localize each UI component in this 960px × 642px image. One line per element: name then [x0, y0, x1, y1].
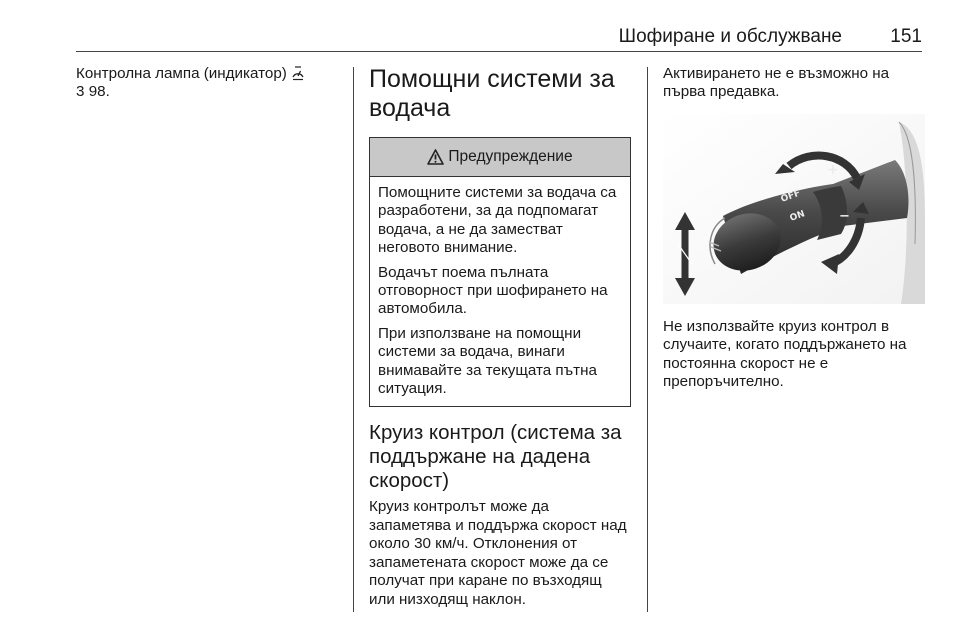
- section-heading: Помощни системи за водача: [369, 65, 615, 122]
- warning-triangle-icon: [427, 149, 444, 165]
- column-divider: [353, 67, 354, 612]
- indicator-label: Контролна лампа (индикатор): [76, 65, 287, 82]
- warning-header: [370, 138, 630, 177]
- column-left: [76, 65, 338, 102]
- column-right: [663, 65, 925, 391]
- header-rule: [76, 51, 922, 52]
- page-header-title: Шофиране и обслужване: [618, 26, 842, 47]
- stalk-label-off: OFF: [779, 188, 802, 205]
- cruise-control-lamp-icon: [291, 65, 305, 81]
- warning-paragraph: Помощните системи за водача са разработени, за да подпомагат водача, а не да заместват неговото внимание.: [378, 184, 617, 257]
- column-middle: [369, 65, 631, 609]
- body-paragraph: Активирането не е възможно на първа предавка.: [663, 65, 890, 101]
- xref-page: 98.: [88, 83, 110, 101]
- body-paragraph: Круиз контролът може да запаметява и поддържа скорост над около 30 км/ч. Отклонения от запаметената скорост може да се получат при каране по възходящ или низходящ наклон.: [369, 498, 627, 608]
- warning-paragraph: При използване на помощни системи за водача, винаги внимавайте за текущата пътна ситуация.: [378, 324, 597, 398]
- xref-arrow-icon: 3: [76, 83, 85, 101]
- warning-body: [370, 177, 630, 406]
- stalk-label-on: ON: [788, 209, 807, 224]
- indicator-text: [76, 65, 338, 83]
- warning-box: [369, 137, 631, 407]
- page-number: 151: [890, 26, 922, 47]
- cross-reference[interactable]: [76, 83, 338, 101]
- warning-title: Предупреждение: [448, 147, 573, 165]
- body-paragraph: Не използвайте круиз контрол в случаите, когато поддържането на постоянна скорост не е препоръчително.: [663, 317, 907, 391]
- column-divider: [647, 67, 648, 612]
- stalk-label-plus: +: [827, 161, 839, 178]
- subsection-heading: Круиз контрол (система за поддържане на дадена скорост): [369, 421, 622, 493]
- warning-paragraph: Водачът поема пълната отговорност при шофирането на автомобила.: [378, 263, 608, 318]
- cruise-control-stalk-image: [663, 114, 925, 304]
- stalk-label-minus: −: [839, 208, 850, 224]
